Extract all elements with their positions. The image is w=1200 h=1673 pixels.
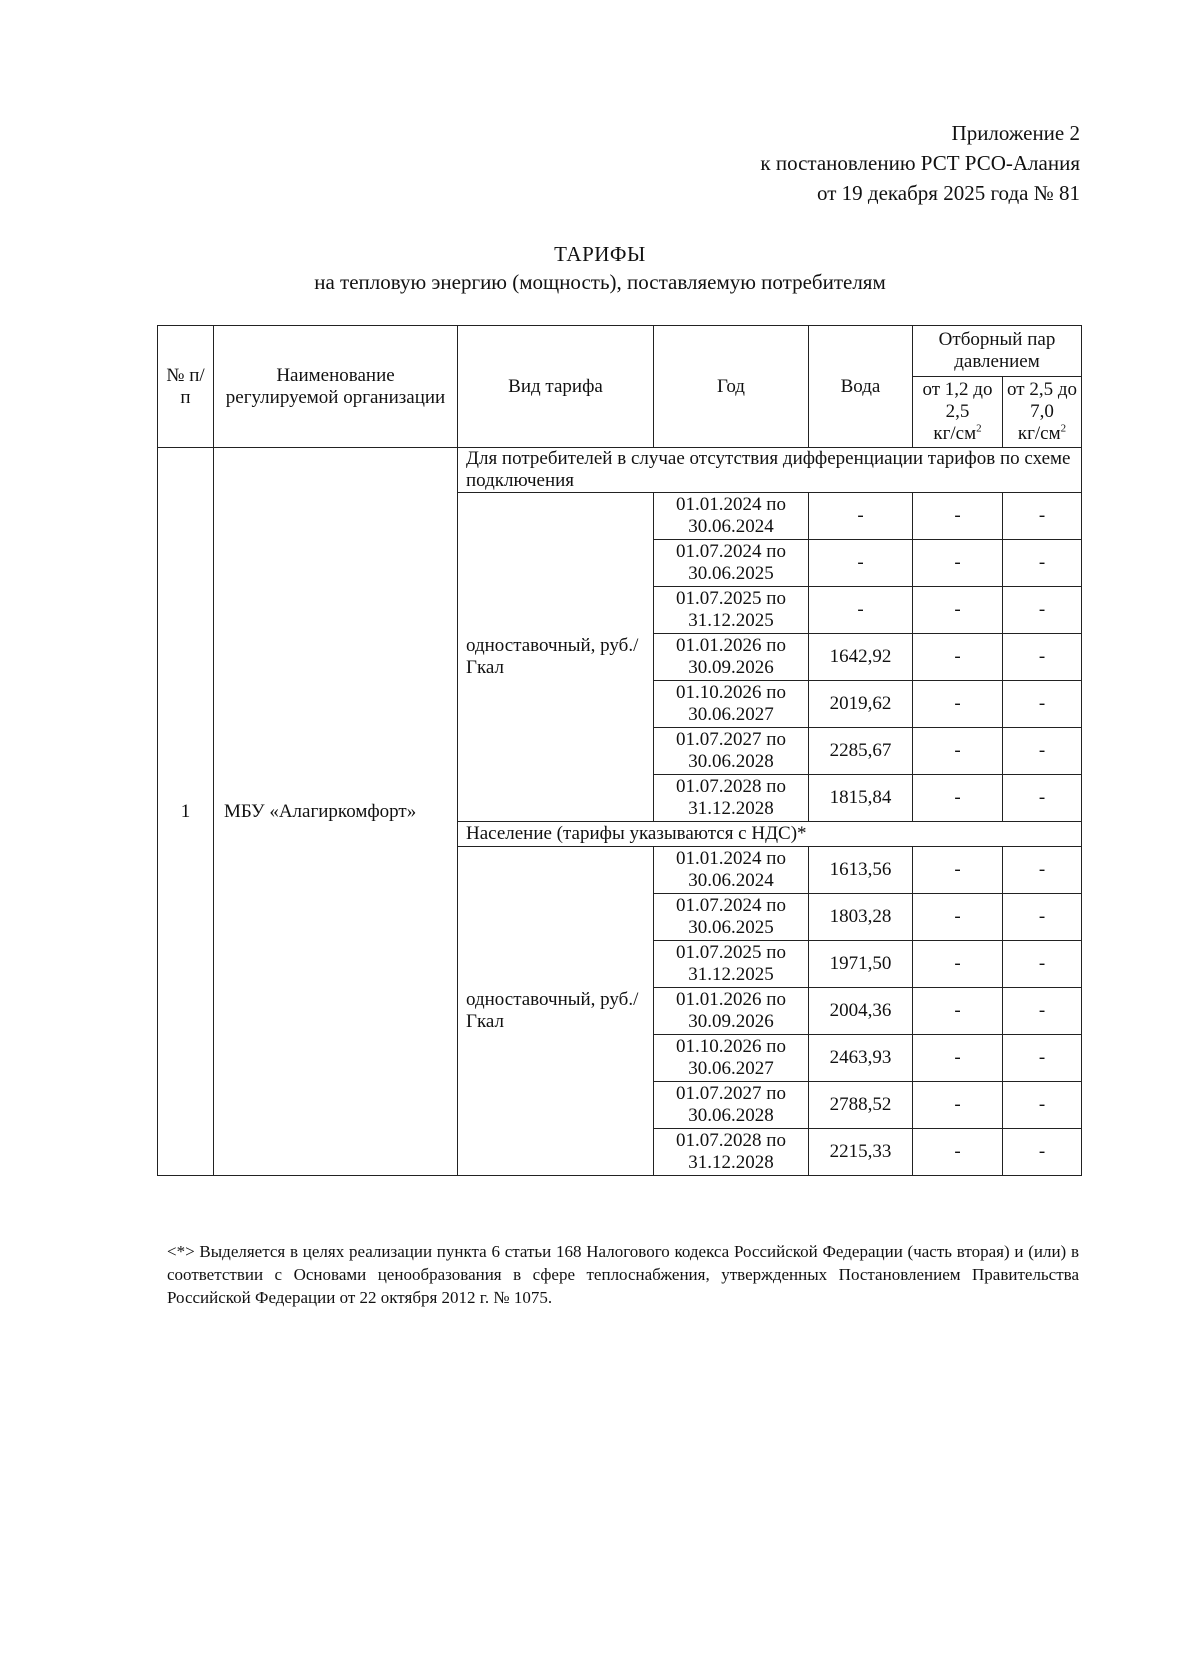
header-org: Наименование регулируемой организации — [214, 326, 458, 448]
steam-high-cell: - — [1003, 775, 1082, 822]
header-resolution: к постановлению РСТ РСО-Алания — [760, 151, 1080, 175]
steam-low-cell: - — [913, 681, 1003, 728]
header-steam-low-range: от 1,2 до 2,5 — [922, 379, 993, 422]
steam-low-cell: - — [913, 941, 1003, 988]
water-cell: 1971,50 — [809, 941, 913, 988]
period-cell: 01.07.2024 по 30.06.2025 — [654, 894, 809, 941]
steam-low-cell: - — [913, 775, 1003, 822]
header-appendix: Приложение 2 — [951, 121, 1080, 145]
period-cell: 01.07.2024 по 30.06.2025 — [654, 540, 809, 587]
water-cell: 1803,28 — [809, 894, 913, 941]
tariff-kind: одноставочный, руб./Гкал — [458, 847, 654, 1176]
water-cell: 1642,92 — [809, 634, 913, 681]
period-cell: 01.07.2025 по 31.12.2025 — [654, 587, 809, 634]
steam-low-cell: - — [913, 894, 1003, 941]
header-steam-high-unit: кг/см — [1017, 423, 1061, 444]
header-steam-high — [1003, 377, 1082, 448]
steam-low-cell: - — [913, 1129, 1003, 1176]
period-cell: 01.01.2026 по 30.09.2026 — [654, 634, 809, 681]
title-main: ТАРИФЫ — [554, 242, 646, 266]
water-cell: 2004,36 — [809, 988, 913, 1035]
water-cell: - — [809, 540, 913, 587]
water-cell: 2019,62 — [809, 681, 913, 728]
steam-high-cell: - — [1003, 1082, 1082, 1129]
steam-low-cell: - — [913, 1035, 1003, 1082]
steam-high-cell: - — [1003, 634, 1082, 681]
header-steam-low-unit-power: 2 — [976, 422, 982, 435]
water-cell: 2463,93 — [809, 1035, 913, 1082]
steam-high-cell: - — [1003, 587, 1082, 634]
period-cell: 01.07.2028 по 31.12.2028 — [654, 775, 809, 822]
steam-low-cell: - — [913, 847, 1003, 894]
header-steam-high-unit-power: 2 — [1060, 422, 1067, 435]
water-cell: - — [809, 587, 913, 634]
document-title — [0, 240, 1200, 296]
header-steam-low-unit: кг/см — [933, 423, 977, 444]
org-name: МБУ «Алагиркомфорт» — [214, 448, 458, 1176]
steam-high-cell: - — [1003, 941, 1082, 988]
steam-high-cell: - — [1003, 681, 1082, 728]
steam-high-cell: - — [1003, 1129, 1082, 1176]
period-cell: 01.01.2024 по 30.06.2024 — [654, 847, 809, 894]
period-cell: 01.07.2025 по 31.12.2025 — [654, 941, 809, 988]
water-cell: 1815,84 — [809, 775, 913, 822]
header-date: от 19 декабря 2025 года № 81 — [817, 181, 1080, 205]
period-cell: 01.07.2027 по 30.06.2028 — [654, 1082, 809, 1129]
footnote: <*> Выделяется в целях реализации пункта 6 статьи 168 Налогового кодекса Российской Федерации (часть вторая) и (или) в соответствии с Основами ценообразования в сфере теплоснабжения, утвержденных Постановлением Правительства Российской Федерации от 22 октября 2012 г. № 1075. — [167, 1242, 1079, 1307]
org-number: 1 — [158, 448, 214, 1176]
document-header — [580, 118, 1080, 208]
tariff-table — [157, 325, 1082, 1176]
steam-high-cell: - — [1003, 847, 1082, 894]
steam-high-cell: - — [1003, 894, 1082, 941]
water-cell: 2215,33 — [809, 1129, 913, 1176]
tariff-kind: одноставочный, руб./Гкал — [458, 493, 654, 822]
steam-high-cell: - — [1003, 493, 1082, 540]
header-kind: Вид тарифа — [458, 326, 654, 448]
period-cell: 01.01.2024 по 30.06.2024 — [654, 493, 809, 540]
water-cell: 2788,52 — [809, 1082, 913, 1129]
steam-low-cell: - — [913, 728, 1003, 775]
steam-low-cell: - — [913, 634, 1003, 681]
header-year: Год — [654, 326, 809, 448]
water-cell: - — [809, 493, 913, 540]
title-sub: на тепловую энергию (мощность), поставляемую потребителям — [314, 270, 886, 294]
header-steam-high-range: от 2,5 до 7,0 — [1007, 379, 1077, 422]
section-caption: Население (тарифы указываются с НДС)* — [458, 822, 1082, 847]
header-steam-low — [913, 377, 1003, 448]
period-cell: 01.07.2027 по 30.06.2028 — [654, 728, 809, 775]
steam-low-cell: - — [913, 988, 1003, 1035]
steam-high-cell: - — [1003, 988, 1082, 1035]
water-cell: 2285,67 — [809, 728, 913, 775]
steam-high-cell: - — [1003, 728, 1082, 775]
steam-low-cell: - — [913, 587, 1003, 634]
period-cell: 01.01.2026 по 30.09.2026 — [654, 988, 809, 1035]
header-steam: Отборный пар давлением — [913, 326, 1082, 377]
steam-low-cell: - — [913, 540, 1003, 587]
steam-low-cell: - — [913, 493, 1003, 540]
steam-high-cell: - — [1003, 540, 1082, 587]
steam-low-cell: - — [913, 1082, 1003, 1129]
water-cell: 1613,56 — [809, 847, 913, 894]
period-cell: 01.07.2028 по 31.12.2028 — [654, 1129, 809, 1176]
period-cell: 01.10.2026 по 30.06.2027 — [654, 1035, 809, 1082]
header-num: № п/п — [158, 326, 214, 448]
period-cell: 01.10.2026 по 30.06.2027 — [654, 681, 809, 728]
section-caption: Для потребителей в случае отсутствия дифференциации тарифов по схеме подключения — [458, 448, 1082, 493]
header-water: Вода — [809, 326, 913, 448]
steam-high-cell: - — [1003, 1035, 1082, 1082]
